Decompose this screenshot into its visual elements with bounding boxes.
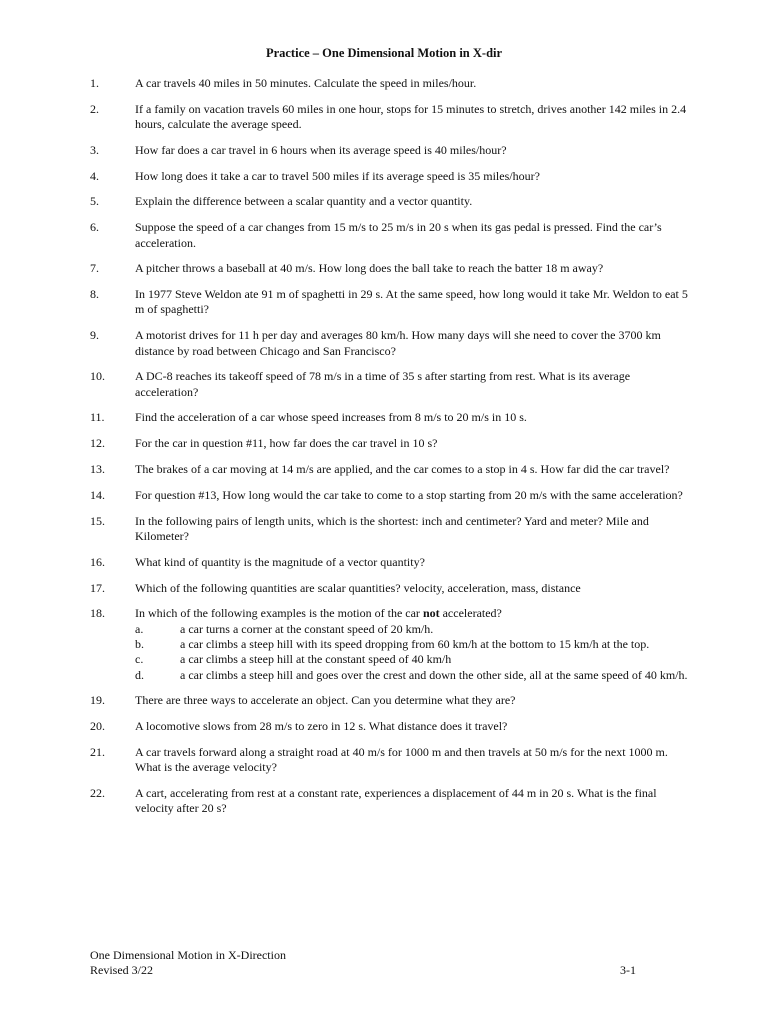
question-number: 13. xyxy=(90,462,105,477)
question-6 xyxy=(90,220,690,251)
question-number: 20. xyxy=(90,719,105,734)
question-8 xyxy=(90,287,690,318)
question-10 xyxy=(90,369,690,400)
footer xyxy=(90,948,286,978)
question-text xyxy=(135,606,690,621)
footer-revision: Revised 3/22 xyxy=(90,963,153,977)
question-text: The brakes of a car moving at 14 m/s are applied, and the car comes to a stop in 4 s. How far did the car travel? xyxy=(135,462,670,477)
question-text: If a family on vacation travels 60 miles in one hour, stops for 15 minutes to stretch, drives another 142 miles in 2.4 hours, calculate the average speed. xyxy=(135,101,687,132)
question-text: Which of the following quantities are scalar quantities? velocity, acceleration, mass, distance xyxy=(135,580,581,595)
question-5 xyxy=(90,194,690,209)
question-number: 11. xyxy=(90,410,105,425)
question-number: 4. xyxy=(90,168,99,183)
question-13 xyxy=(90,462,690,477)
option-text: a car climbs a steep hill at the constant speed of 40 km/h xyxy=(180,652,452,667)
question-2 xyxy=(90,102,690,133)
question-number: 10. xyxy=(90,369,105,384)
question-20 xyxy=(90,719,690,734)
question-number: 6. xyxy=(90,220,99,235)
question-19 xyxy=(90,693,690,708)
page-number: 3-1 xyxy=(620,963,636,977)
question-number: 19. xyxy=(90,693,105,708)
question-text: Suppose the speed of a car changes from 15 m/s to 25 m/s in 20 s when its gas pedal is pressed. Find the car’s acceleration. xyxy=(135,220,662,250)
option-c xyxy=(135,652,690,667)
question-text: Find the acceleration of a car whose speed increases from 8 m/s to 20 m/s in 10 s. xyxy=(135,410,527,425)
question-number: 3. xyxy=(90,142,99,157)
option-d xyxy=(135,668,690,683)
question-number: 21. xyxy=(90,744,105,759)
question-number: 17. xyxy=(90,580,105,595)
question-list xyxy=(90,76,690,827)
question-number: 14. xyxy=(90,487,105,502)
question-16 xyxy=(90,555,690,570)
question-number: 7. xyxy=(90,261,99,276)
question-text: A locomotive slows from 28 m/s to zero in 12 s. What distance does it travel? xyxy=(135,719,508,734)
option-text: a car climbs a steep hill and goes over the crest and down the other side, all at the same speed of 40 km/h. xyxy=(180,667,688,682)
question-9 xyxy=(90,328,690,359)
question-text: A car travels forward along a straight road at 40 m/s for 1000 m and then travels at 50 m/s for the next 1000 m. What is the average velocity? xyxy=(135,744,668,775)
question-text: In the following pairs of length units, which is the shortest: inch and centimeter? Yard and meter? Mile and Kilometer? xyxy=(135,513,649,543)
option-letter: a. xyxy=(135,621,144,636)
option-a xyxy=(135,622,690,637)
question-text: What kind of quantity is the magnitude of a vector quantity? xyxy=(135,554,425,569)
page-title: Practice – One Dimensional Motion in X-dir xyxy=(265,46,503,60)
option-letter: b. xyxy=(135,636,144,651)
question-text-start: In which of the following examples is the motion of the car xyxy=(135,606,423,621)
question-text-end: accelerated? xyxy=(439,606,502,621)
question-number: 2. xyxy=(90,101,99,116)
question-1 xyxy=(90,76,690,91)
footer-document-title: One Dimensional Motion in X-Direction xyxy=(90,948,286,962)
question-text: A car travels 40 miles in 50 minutes. Calculate the speed in miles/hour. xyxy=(135,76,477,90)
question-21 xyxy=(90,745,690,776)
question-4 xyxy=(90,169,690,184)
question-number: 22. xyxy=(90,786,105,800)
question-12 xyxy=(90,436,690,451)
question-number: 8. xyxy=(90,287,99,302)
emphasis-not: not xyxy=(422,606,440,621)
question-number: 16. xyxy=(90,554,105,569)
question-text: A pitcher throws a baseball at 40 m/s. How long does the ball take to reach the batter 18 m away? xyxy=(135,261,604,276)
question-text: A cart, accelerating from rest at a constant rate, experiences a displacement of 44 m in 20 s. What is the final velocity after 20 s? xyxy=(135,786,657,816)
question-number: 18. xyxy=(90,606,105,621)
question-number: 1. xyxy=(90,76,99,90)
option-letter: d. xyxy=(135,667,144,682)
question-text: For question #13, How long would the car take to come to a stop starting from 20 m/s with the same acceleration? xyxy=(135,487,683,502)
question-17 xyxy=(90,581,690,596)
question-7 xyxy=(90,261,690,276)
question-text: A motorist drives for 11 h per day and averages 80 km/h. How many days will she need to cover the 3700 km distance by road between Chicago and San Francisco? xyxy=(135,328,661,358)
question-text: There are three ways to accelerate an object. Can you determine what they are? xyxy=(135,693,516,708)
question-number: 5. xyxy=(90,194,99,209)
option-letter: c. xyxy=(135,652,144,667)
question-3 xyxy=(90,143,690,158)
question-number: 15. xyxy=(90,513,105,528)
option-text: a car climbs a steep hill with its speed dropping from 60 km/h at the bottom to 15 km/h at the top. xyxy=(180,636,650,651)
question-text: A DC-8 reaches its takeoff speed of 78 m/s in a time of 35 s after starting from rest. What is its average acceleration? xyxy=(135,369,631,399)
question-11 xyxy=(90,410,690,425)
question-15 xyxy=(90,514,690,545)
question-text: Explain the difference between a scalar quantity and a vector quantity. xyxy=(135,194,473,209)
answer-options xyxy=(135,622,690,683)
option-b xyxy=(135,637,690,652)
question-text: For the car in question #11, how far does the car travel in 10 s? xyxy=(135,436,438,451)
question-number: 12. xyxy=(90,436,105,451)
question-text: How long does it take a car to travel 500 miles if its average speed is 35 miles/hour? xyxy=(135,168,540,183)
question-18 xyxy=(90,606,690,682)
option-text: a car turns a corner at the constant speed of 20 km/h. xyxy=(180,621,434,636)
question-14 xyxy=(90,488,690,503)
question-number: 9. xyxy=(90,328,99,343)
question-text: How far does a car travel in 6 hours when its average speed is 40 miles/hour? xyxy=(135,142,507,157)
question-text: In 1977 Steve Weldon ate 91 m of spaghetti in 29 s. At the same speed, how long would it take Mr. Weldon to eat 5 m of spaghetti? xyxy=(135,287,688,317)
question-22 xyxy=(90,786,690,817)
